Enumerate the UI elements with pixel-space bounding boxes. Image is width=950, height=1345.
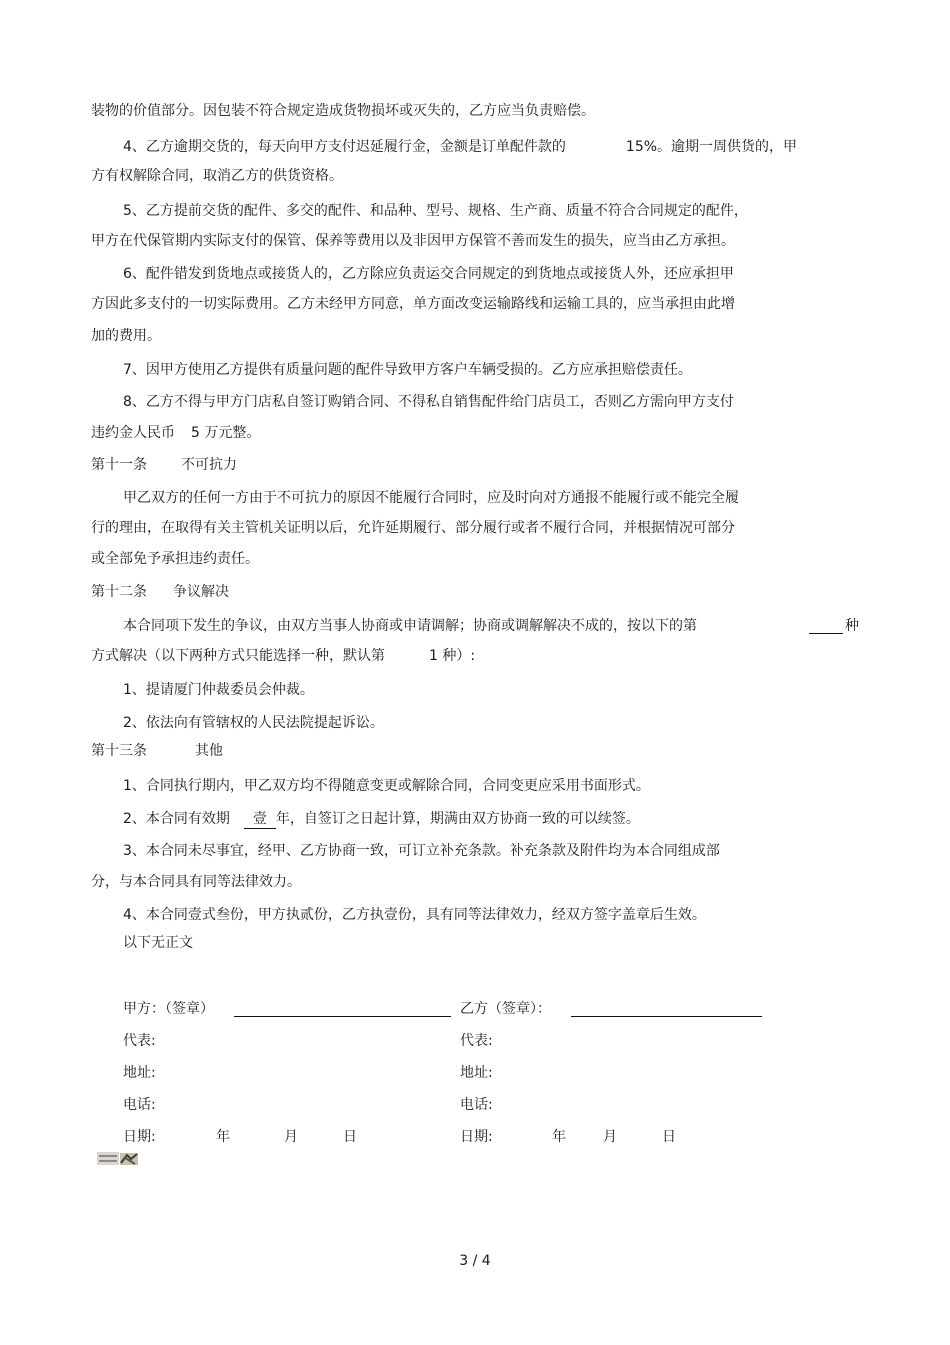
clause-item-1: 1、合同执行期内，甲乙双方均不得随意变更或解除合同，合同变更应采用书面形式。 [123, 778, 650, 794]
party-b-address-label: 地址: [460, 1065, 493, 1081]
clause-item-3: 3、本合同未尽事宜，经甲、乙方协商一致，可订立补充条款。补充条款及附件均为本合同组成部 [123, 843, 720, 859]
party-b-signature-label: 乙方（签章）： [460, 1001, 551, 1017]
party-b-date-label: 日期: [460, 1129, 493, 1145]
party-b-date-month: 月 [603, 1129, 617, 1145]
clause-text: 装物的价值部分。因包装不符合规定造成货物损坏或灭失的，乙方应当负责赔偿。 [91, 103, 595, 119]
article-number: 第十三条 [91, 743, 147, 759]
party-a-date-label: 日期: [123, 1129, 156, 1145]
party-a-signature-label: 甲方：（签章） [123, 1001, 214, 1017]
clause-item-8: 8、乙方不得与甲方门店私自签订购销合同、不得私自销售配件给门店员工，否则乙方需向甲方支付 [123, 394, 734, 410]
party-a-rep-label: 代表: [123, 1033, 156, 1049]
clause-text: 15%。逾期一周供货的，甲 [625, 139, 798, 155]
article-title: 不可抗力 [181, 457, 237, 473]
clause-text: 5 万元整。 [191, 425, 261, 441]
clause-item-2 [123, 809, 640, 829]
clause-item-7: 7、因甲方使用乙方提供有质量问题的配件导致甲方客户车辆受损的。乙方应承担赔偿责任。 [123, 362, 692, 378]
end-of-text-note: 以下无正文 [123, 935, 193, 951]
article-number: 第十二条 [91, 584, 147, 600]
clause-item-5: 5、乙方提前交货的配件、多交的配件、和品种、型号、规格、生产商、质量不符合合同规定的配件， [123, 203, 748, 219]
clause-text: 或全部免予承担违约责任。 [91, 551, 259, 567]
party-b-rep-label: 代表: [460, 1033, 493, 1049]
party-a-address-label: 地址: [123, 1065, 156, 1081]
article-11-heading [91, 455, 237, 475]
article-title: 争议解决 [173, 584, 229, 600]
clause-text: 4、乙方逾期交货的，每天向甲方支付迟延履行金，金额是订单配件款的 [123, 139, 566, 155]
clause-text: 加的费用。 [91, 328, 161, 344]
clause-text: 行的理由，在取得有关主管机关证明以后，允许延期履行、部分履行或者不履行合同，并根据情况可部分 [91, 520, 735, 536]
clause-text [91, 423, 260, 443]
clause-option-1: 1、提请厦门仲裁委员会仲裁。 [123, 682, 314, 698]
party-b-date-day: 日 [662, 1129, 676, 1145]
party-a-date-year: 年 [216, 1129, 230, 1145]
clause-text: 本合同项下发生的争议，由双方当事人协商或申请调解；协商或调解解决不成的，按以下的第 [123, 618, 697, 634]
clause-text: 违约金人民币 [91, 425, 175, 441]
term-years-value: 壹 [244, 811, 276, 829]
page-number: 3 / 4 [459, 1253, 491, 1269]
article-title: 其他 [195, 743, 223, 759]
clause-text: 2、本合同有效期 [123, 811, 230, 827]
clause-item-4 [123, 137, 797, 157]
clause-text: 方有权解除合同，取消乙方的供货资格。 [91, 168, 343, 184]
party-a-signature-line[interactable] [234, 1016, 451, 1017]
clause-text: 1 种）: [429, 648, 476, 664]
article-13-heading [91, 741, 223, 761]
party-a-phone-label: 电话: [123, 1097, 156, 1113]
article-number: 第十一条 [91, 457, 147, 473]
clause-item-4: 4、本合同壹式叁份，甲方执贰份，乙方执壹份，具有同等法律效力，经双方签字盖章后生效。 [123, 907, 706, 923]
party-b-date-year: 年 [552, 1129, 566, 1145]
seal-stamp-icon [97, 1151, 139, 1167]
party-a-date-month: 月 [284, 1129, 298, 1145]
clause-option-2: 2、依法向有管辖权的人民法院提起诉讼。 [123, 715, 384, 731]
party-b-signature-line[interactable] [571, 1016, 762, 1017]
clause-item-6: 6、配件错发到货地点或接货人的，乙方除应负责运交合同规定的到货地点或接货人外，还应承担甲 [123, 266, 734, 282]
clause-text: 方式解决（以下两种方式只能选择一种，默认第 [91, 648, 385, 664]
clause-text: 方因此多支付的一切实际费用。乙方未经甲方同意，单方面改变运输路线和运输工具的，应当承担由此增 [91, 296, 735, 312]
clause-text: 种 [845, 618, 859, 634]
clause-text [91, 646, 475, 666]
clause-text: 甲乙双方的任何一方由于不可抗力的原因不能履行合同时，应及时向对方通报不能履行或不能完全履 [123, 490, 739, 506]
article-12-heading [91, 582, 229, 602]
clause-text: 甲方在代保管期内实际支付的保管、保养等费用以及非因甲方保管不善而发生的损失，应当由乙方承担。 [91, 233, 735, 249]
dispute-method-blank [809, 616, 843, 634]
clause-text: 年，自签订之日起计算，期满由双方协商一致的可以续签。 [275, 811, 640, 827]
party-b-phone-label: 电话: [460, 1097, 493, 1113]
party-a-date-day: 日 [343, 1129, 357, 1145]
clause-text: 分，与本合同具有同等法律效力。 [91, 874, 301, 890]
